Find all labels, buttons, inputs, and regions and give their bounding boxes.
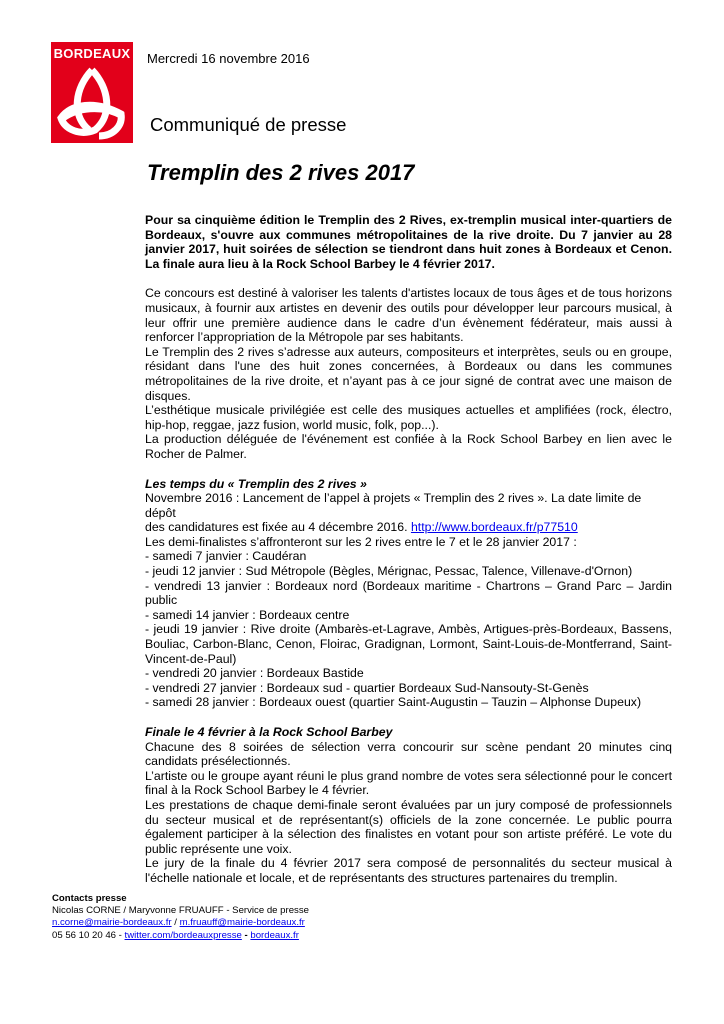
website-link[interactable]: bordeaux.fr [250,929,299,941]
separator: / [171,917,180,929]
logo-text: BORDEAUX [53,46,131,61]
final-paragraph: Les prestations de chaque demi-finale seront évaluées par un jury composé de professionnels du secteur musical et de représentant(s) officiels de la zone concernée. Le public pourra également participer à la sélection des finalistes en votant pour son artiste préféré. Le vote du public représente une voix. [145,797,672,856]
body-paragraph: La production déléguée de l'événement est confiée à la Rock School Barbey en lien avec le Rocher de Palmer. [145,432,672,461]
schedule-date-item: - samedi 14 janvier : Bordeaux centre [145,607,350,622]
press-contacts [52,893,309,942]
section-title-final: Finale le 4 février à la Rock School Barbey [145,725,393,739]
press-release-label: Communiqué de presse [150,114,347,135]
email-link-corne[interactable]: n.corne@mairie-bordeaux.fr [52,917,172,929]
schedule-date-item: - jeudi 12 janvier : Sud Métropole (Bègles, Mérignac, Pessac, Talence, Villenave-d'Ornon) [145,564,633,579]
twitter-link[interactable]: twitter.com/bordeauxpresse [124,929,242,941]
bordeaux-logo [51,42,133,143]
schedule-line: Novembre 2016 : Lancement de l’appel à projets « Tremplin des 2 rives ». La date limite de dépôt [145,491,642,520]
email-link-fruauff[interactable]: m.fruauff@mairie-bordeaux.fr [179,917,305,929]
body-paragraph: Le Tremplin des 2 rives s’adresse aux auteurs, compositeurs et interprètes, seuls ou en groupe, résidant dans l'une des huit zones concernées, à Bordeaux ou dans les communes métropolitaines de la rive droite, et n’ayant pas à ce jour signé de contrat avec une maison de disques. [145,344,672,403]
separator: - [241,929,251,941]
schedule-date-item: - vendredi 20 janvier : Bordeaux Bastide [145,666,364,681]
schedule-date-item: - jeudi 19 janvier : Rive droite (Ambarès-et-Lagrave, Ambès, Artigues-près-Bordeaux, Bassens, Bouliac, Carbon-Blanc, Cenon, Floirac, Gradignan, Lormont, Saint-Louis-de-Montferrand, Saint-Vincent-de-Paul) [145,622,672,666]
phone-number: 05 56 10 20 46 - [52,929,125,941]
contacts-names: Nicolas CORNE / Maryvonne FRUAUFF - Service de presse [52,905,309,917]
candidature-link[interactable]: http://www.bordeaux.fr/p77510 [410,520,578,535]
body-paragraph: Ce concours est destiné à valoriser les talents d'artistes locaux de tous âges et de tous horizons musicaux, à fournir aux artistes en devenir des outils pour développer leur parcours musical, à leur offrir une première audience dans le cadre d’un évènement fédérateur, mais aussi à renforcer l’appropriation de la Métropole par ses habitants. [145,286,672,345]
schedule-date-item: - samedi 7 janvier : Caudéran [145,549,307,564]
intro-paragraph: Pour sa cinquième édition le Tremplin des 2 Rives, ex-tremplin musical inter-quartiers de Bordeaux, s'ouvre aux communes métropolitaines de la rive droite. Du 7 janvier au 28 janvier 2017, huit soirées de sélection se tiendront dans huit zones à Bordeaux et Cenon. La finale aura lieu à la Rock School Barbey le 4 février 2017. [145,213,672,271]
page-title: Tremplin des 2 rives 2017 [147,160,415,185]
contacts-emails [52,917,309,929]
final-paragraph: Chacune des 8 soirées de sélection verra concourir sur scène pendant 20 minutes cinq candidats présélectionnés. [145,739,672,769]
body-paragraph: L’esthétique musicale privilégiée est celle des musiques actuelles et amplifiées (rock, électro, hip-hop, reggae, jazz fusion, world music, folk, pop...). [145,403,672,432]
press-date: Mercredi 16 novembre 2016 [147,51,310,66]
schedule-date-item: - vendredi 13 janvier : Bordeaux nord (Bordeaux maritime - Chartrons – Grand Parc – Jardin public [145,578,672,608]
schedule-line-text: des candidatures est fixée au 4 décembre 2016. [145,520,408,535]
section-title-schedule: Les temps du « Tremplin des 2 rives » [145,476,367,491]
final-paragraph: L’artiste ou le groupe ayant réuni le plus grand nombre de votes sera sélectionné pour le concert final à la Rock School Barbey le 4 février. [145,768,672,798]
schedule-line: Les demi-finalistes s’affronteront sur les 2 rives entre le 7 et le 28 janvier 2017 : [145,534,577,549]
contacts-phone-line [52,930,309,942]
contacts-title: Contacts presse [52,893,127,904]
schedule-line [145,520,672,535]
main-content [145,213,672,886]
schedule-date-item: - vendredi 27 janvier : Bordeaux sud - quartier Bordeaux Sud-Nansouty-St-Genès [145,680,589,695]
triquetra-icon [51,60,133,143]
schedule-date-item: - samedi 28 janvier : Bordeaux ouest (quartier Saint-Augustin – Tauzin – Alphonse Dupeux) [145,695,642,710]
final-paragraph: Le jury de la finale du 4 février 2017 sera composé de personnalités du secteur musical à l'échelle nationale et locale, et de représentants des structures partenaires du tremplin. [145,856,672,885]
